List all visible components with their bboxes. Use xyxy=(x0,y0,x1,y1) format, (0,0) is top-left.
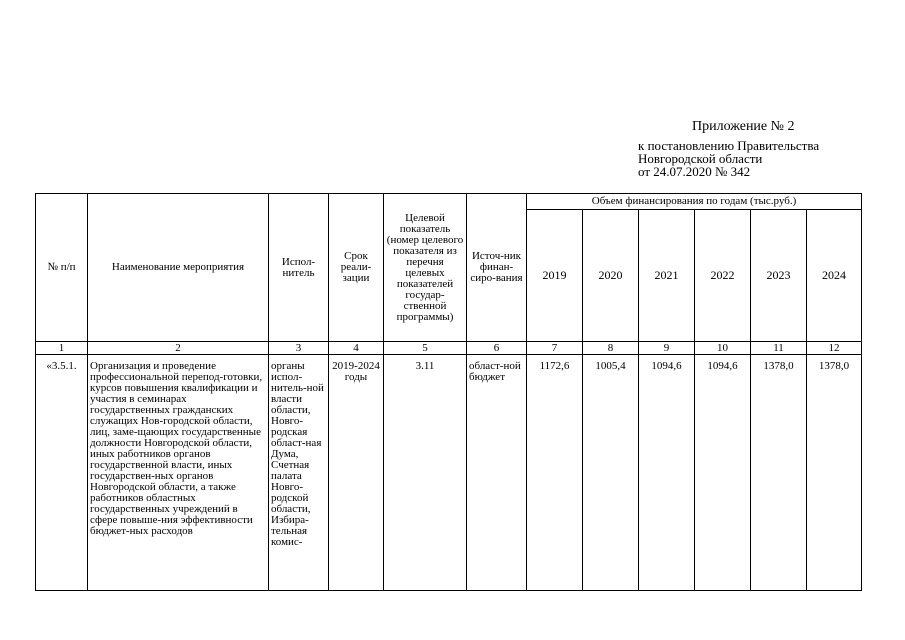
header-year-2024: 2024 xyxy=(807,210,862,342)
annex-line-1: к постановлению Правительства xyxy=(638,138,820,153)
column-number: 6 xyxy=(467,342,527,355)
column-number: 7 xyxy=(527,342,583,355)
row-value-2020: 1005,4 xyxy=(583,355,639,591)
column-number: 1 xyxy=(36,342,88,355)
column-number: 8 xyxy=(583,342,639,355)
column-number: 3 xyxy=(269,342,329,355)
column-number: 9 xyxy=(639,342,695,355)
header-name: Наименование мероприятия xyxy=(88,194,269,342)
header-funding: Объем финансирования по годам (тыс.руб.) xyxy=(527,194,862,210)
header-year-2019: 2019 xyxy=(527,210,583,342)
row-value-2021: 1094,6 xyxy=(639,355,695,591)
header-executor: Испол-нитель xyxy=(269,194,329,342)
row-target: 3.11 xyxy=(384,355,467,591)
column-number: 12 xyxy=(807,342,862,355)
row-value-2019: 1172,6 xyxy=(527,355,583,591)
row-value-2023: 1378,0 xyxy=(751,355,807,591)
header-source: Источ-ник финан-сиро-вания xyxy=(467,194,527,342)
row-name: Организация и проведение профессиональной перепод-готовки, курсов повышения квалификации и участия в семинарах государственных гражданских служащих Нов-городской области, лиц, заме-щающих государственные должности Новгородской области, иных работников органов государственной власти, иных государствен-ных органов Новгородской области, а также работников областных государственных учреждений в сфере повыше-ния эффективности бюджет-ных расходов xyxy=(88,355,269,591)
annex-title: Приложение № 2 xyxy=(692,119,795,134)
annex-heading xyxy=(638,120,898,178)
column-number: 10 xyxy=(695,342,751,355)
column-number-row xyxy=(36,342,862,355)
row-term: 2019-2024 годы xyxy=(329,355,384,591)
row-value-2022: 1094,6 xyxy=(695,355,751,591)
header-term: Срок реали-зации xyxy=(329,194,384,342)
row-source: област-ной бюджет xyxy=(467,355,527,591)
column-number: 2 xyxy=(88,342,269,355)
funding-table xyxy=(35,193,862,591)
column-number: 5 xyxy=(384,342,467,355)
header-year-2020: 2020 xyxy=(583,210,639,342)
header-target: Целевой показатель (номер целевого показателя из перечня целевых показателей государ-ственной программы) xyxy=(384,194,467,342)
annex-line-2: Новгородской области xyxy=(638,151,763,166)
row-num: «3.5.1. xyxy=(36,355,88,591)
header-year-2022: 2022 xyxy=(695,210,751,342)
header-year-2021: 2021 xyxy=(639,210,695,342)
row-value-2024: 1378,0 xyxy=(807,355,862,591)
row-executor: органы испол-нитель-ной власти области, Новго-родская област-ная Дума, Счетная палата Новго-родской области, Избира-тельная комис- xyxy=(269,355,329,591)
header-num: № п/п xyxy=(36,194,88,342)
table-row xyxy=(36,355,862,591)
annex-line-3: от 24.07.2020 № 342 xyxy=(638,164,751,179)
column-number: 11 xyxy=(751,342,807,355)
column-number: 4 xyxy=(329,342,384,355)
header-year-2023: 2023 xyxy=(751,210,807,342)
